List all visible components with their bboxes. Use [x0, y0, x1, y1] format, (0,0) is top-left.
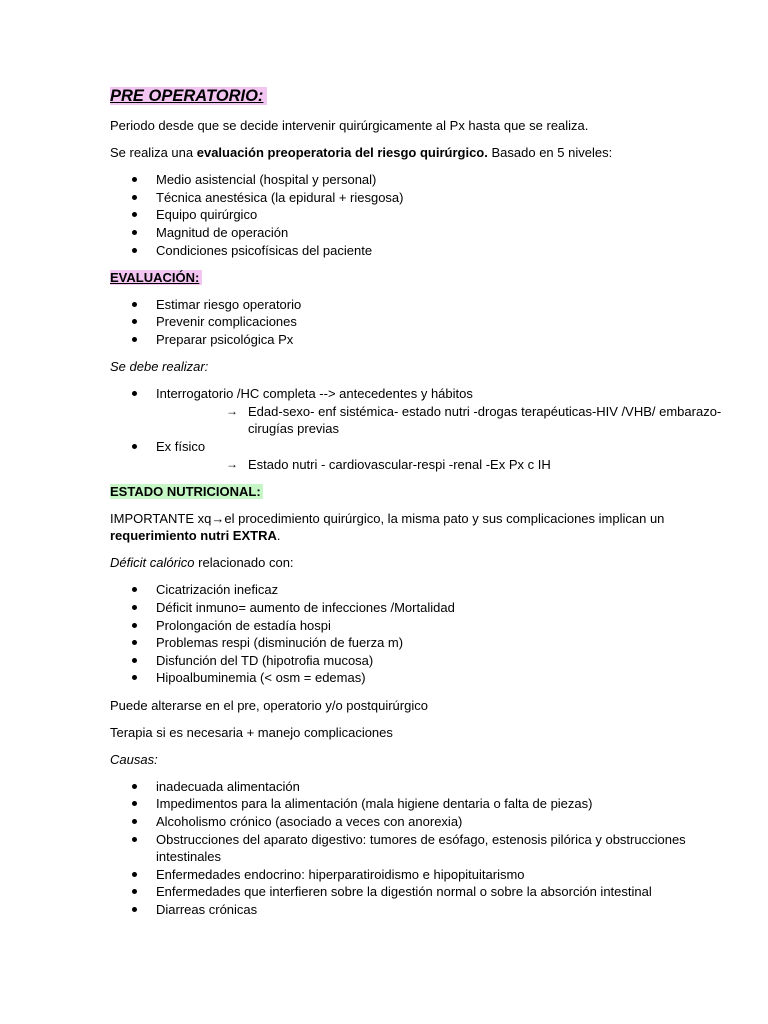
list-item: Déficit inmuno= aumento de infecciones /Mortalidad: [110, 599, 728, 617]
bullet-icon: [132, 337, 137, 342]
sub-list: [156, 456, 728, 474]
bullet-icon: [132, 195, 137, 200]
list-item: Impedimentos para la alimentación (mala higiene dentaria o falta de piezas): [110, 795, 728, 813]
causas-list: [110, 778, 728, 919]
list-item: Diarreas crónicas: [110, 901, 728, 919]
bullet-icon: [132, 837, 137, 842]
list-item: Medio asistencial (hospital y personal): [110, 171, 728, 189]
bullet-icon: [132, 819, 137, 824]
list-item: Disfunción del TD (hipotrofia mucosa): [110, 652, 728, 670]
arrow-right-icon: →: [226, 403, 238, 418]
list-item: Hipoalbuminemia (< osm = edemas): [110, 669, 728, 687]
list-item: Enfermedades endocrino: hiperparatiroidismo e hipopituitarismo: [110, 866, 728, 884]
list-item: Cicatrización ineficaz: [110, 581, 728, 599]
bullet-icon: [132, 675, 137, 680]
bullet-icon: [132, 907, 137, 912]
list-item: Ex físico → Estado nutri - cardiovascular-respi -renal -Ex Px c IH: [110, 438, 728, 473]
list-item: Magnitud de operación: [110, 224, 728, 242]
bullet-icon: [132, 230, 137, 235]
list-item: Enfermedades que interfieren sobre la digestión normal o sobre la absorción intestinal: [110, 883, 728, 901]
list-item: Alcoholismo crónico (asociado a veces con anorexia): [110, 813, 728, 831]
bullet-icon: [132, 391, 137, 396]
bullet-icon: [132, 784, 137, 789]
evaluacion-list: [110, 296, 728, 349]
list-item: Obstrucciones del aparato digestivo: tumores de esófago, estenosis pilórica y obstrucciones intestinales: [110, 831, 728, 866]
list-item: Problemas respi (disminución de fuerza m): [110, 634, 728, 652]
list-item: Técnica anestésica (la epidural + riesgosa): [110, 189, 728, 207]
se-debe-label: Se debe realizar:: [110, 359, 209, 375]
sub-list-item: → Estado nutri - cardiovascular-respi -renal -Ex Px c IH: [226, 456, 551, 472]
nutricional-heading: ESTADO NUTRICIONAL:: [110, 483, 261, 499]
evaluation-paragraph: Se realiza una evaluación preoperatoria del riesgo quirúrgico. Basado en 5 niveles:: [110, 145, 613, 161]
list-item: Estimar riesgo operatorio: [110, 296, 728, 314]
realizar-list: [110, 385, 728, 473]
evaluacion-heading: EVALUACIÓN:: [110, 269, 728, 287]
bullet-icon: [132, 872, 137, 877]
arrow-right-icon: →: [226, 456, 238, 471]
bullet-icon: [132, 177, 137, 182]
niveles-list: [110, 171, 728, 259]
intro-paragraph: Periodo desde que se decide intervenir quirúrgicamente al Px hasta que se realiza.: [110, 118, 589, 133]
sub-list-item: → Edad-sexo- enf sistémica- estado nutri -drogas terapéuticas-HIV /VHB/ embarazo- cirugías previas: [226, 403, 722, 437]
bullet-icon: [132, 658, 137, 663]
bullet-icon: [132, 605, 137, 610]
causas-label: Causas:: [110, 751, 158, 767]
list-item: Condiciones psicofísicas del paciente: [110, 242, 728, 260]
arrow-right-icon: →: [211, 510, 225, 526]
bullet-icon: [132, 889, 137, 894]
puede-paragraph: Puede alterarse en el pre, operatorio y/o postquirúrgico: [110, 697, 428, 713]
terapia-paragraph: Terapia si es necesaria + manejo complicaciones: [110, 724, 393, 740]
list-item: Prolongación de estadía hospi: [110, 617, 728, 635]
bullet-icon: [132, 623, 137, 628]
bullet-icon: [132, 212, 137, 217]
list-item: Prevenir complicaciones: [110, 313, 728, 331]
sub-list: [156, 403, 728, 438]
list-item: Preparar psicológica Px: [110, 331, 728, 349]
bullet-icon: [132, 444, 137, 449]
bullet-icon: [132, 640, 137, 645]
deficit-list: [110, 581, 728, 687]
bullet-icon: [132, 801, 137, 806]
list-item: Interrogatorio /HC completa --> antecedentes y hábitos → Edad-sexo- enf sistémica- estado nutri -drogas terapéuticas-HIV /VHB/ embarazo- cirugías previas: [110, 385, 728, 438]
page-title: PRE OPERATORIO:: [110, 86, 728, 106]
importante-paragraph: IMPORTANTE xq→el procedimiento quirúrgico, la misma pato y sus complicaciones implican un requerimiento nutri EXTRA.: [110, 510, 665, 544]
bullet-icon: [132, 302, 137, 307]
list-item: inadecuada alimentación: [110, 778, 728, 796]
list-item: Equipo quirúrgico: [110, 206, 728, 224]
bullet-icon: [132, 319, 137, 324]
bullet-icon: [132, 248, 137, 253]
bullet-icon: [132, 587, 137, 592]
deficit-paragraph: Déficit calórico relacionado con:: [110, 555, 294, 571]
